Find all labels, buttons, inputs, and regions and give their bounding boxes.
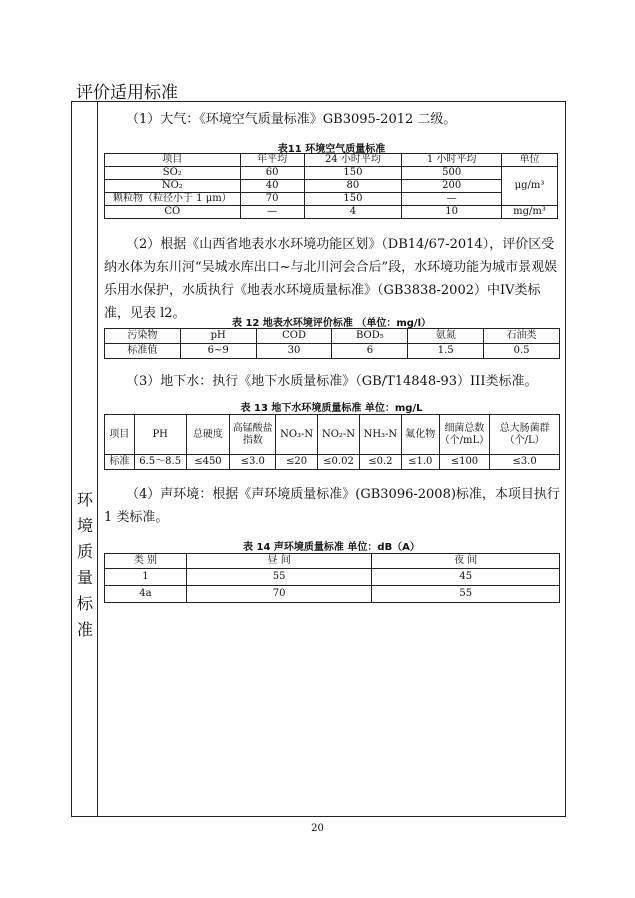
table-header: 24 小时平均 [304, 154, 402, 167]
side-char: 量 [76, 568, 93, 587]
noise-text: （4）声环境：根据《声环境质量标准》(GB3096-2008)标准，本项目执行 1 类标准。 [104, 487, 560, 525]
table11-caption: 表11 环境空气质量标准 [277, 144, 386, 155]
table-cell: 80 [304, 180, 402, 193]
side-char: 环 [76, 490, 93, 509]
table-cell: 45 [372, 569, 560, 586]
page-number: 20 [311, 823, 324, 834]
table-header: 细菌总数（个/mL） [439, 415, 490, 455]
table-cell: 6 [332, 344, 408, 359]
table-header: NO₂-N [318, 415, 360, 455]
unit-cell: μg/m³ [502, 167, 558, 206]
table-cell: 1.5 [408, 344, 484, 359]
table-header: 高锰酸盐指数 [230, 415, 276, 455]
table-cell: 6.5～8.5 [134, 455, 186, 470]
side-char: 境 [76, 516, 93, 535]
table-cell: 55 [372, 586, 560, 603]
table-cell: 标准值 [105, 344, 181, 359]
content-area [98, 102, 565, 816]
table-header: 夜 间 [372, 554, 560, 569]
table14-caption: 表 14 声环境质量标准 单位：dB（A） [243, 542, 420, 553]
table13-caption: 表 13 地下水环境质量标准 单位：mg/L [240, 403, 423, 414]
table-header: pH [180, 329, 256, 344]
table-cell: SO₂ [105, 167, 241, 180]
table-cell: 4a [105, 586, 187, 603]
section-title: 评价适用标准 [76, 83, 178, 103]
table-cell: ≤0.02 [318, 455, 360, 470]
table-cell: ≤0.2 [359, 455, 401, 470]
table-cell: 40 [240, 180, 304, 193]
table-header: 石油类 [484, 329, 560, 344]
unit-cell: mg/m³ [502, 206, 558, 219]
table-cell: 500 [402, 167, 502, 180]
table-cell: 0.5 [484, 344, 560, 359]
table-header: 类 别 [105, 554, 187, 569]
table-header: NO₃-N [276, 415, 318, 455]
table-cell: 70 [186, 586, 372, 603]
table-header: 昼 间 [186, 554, 372, 569]
surface-water-text: （2）根据《山西省地表水水环境功能区划》（DB14/67-2014），评价区受纳水体为东川河“吴城水库出口~与北川河会合后”段，水环境功能为城市景观娱乐用水保护，水质执行《地表水环境质量标准》（GB3838-2002）中IV类标准，见表 l2。 [104, 237, 558, 321]
table-header: 项目 [105, 154, 241, 167]
table-cell: 1 [105, 569, 187, 586]
table-cell: ≤20 [276, 455, 318, 470]
table-header: 年平均 [240, 154, 304, 167]
table-cell: 70 [240, 193, 304, 206]
table-cell: ≤100 [439, 455, 490, 470]
table-header: 氨氮 [408, 329, 484, 344]
table-header: BOD₅ [332, 329, 408, 344]
table-cell: ≤450 [186, 455, 230, 470]
table-cell: 颗粒物（粒径小于 1 μm） [105, 193, 241, 206]
table-header: 1 小时平均 [402, 154, 502, 167]
standards-frame [71, 101, 566, 817]
side-column [72, 102, 98, 816]
surface-water-table [104, 328, 560, 359]
table-cell: 6~9 [180, 344, 256, 359]
table-cell: 30 [256, 344, 332, 359]
table-cell: 150 [304, 167, 402, 180]
side-char: 质 [76, 542, 93, 561]
table-header: 单位 [502, 154, 558, 167]
table-header: 总硬度 [186, 415, 230, 455]
table-header: PH [134, 415, 186, 455]
noise-table [104, 553, 560, 603]
table-cell: 200 [402, 180, 502, 193]
table-cell: — [240, 206, 304, 219]
table-cell: — [402, 193, 502, 206]
table-cell: 150 [304, 193, 402, 206]
groundwater-text: （3）地下水：执行《地下水质量标准》（GB/T14848-93）III类标准。 [126, 374, 538, 389]
table-cell: 4 [304, 206, 402, 219]
side-label [72, 487, 98, 643]
side-char: 标 [76, 594, 93, 613]
table-cell: CO [105, 206, 241, 219]
table-cell: NO₂ [105, 180, 241, 193]
table-cell: 标准 [105, 455, 135, 470]
table-cell: ≤3.0 [490, 455, 560, 470]
air-quality-table [104, 153, 558, 219]
table-header: 污染物 [105, 329, 181, 344]
side-char: 准 [76, 620, 93, 639]
table-header: 氟化物 [401, 415, 439, 455]
table-header: COD [256, 329, 332, 344]
table-header: NH₃-N [359, 415, 401, 455]
table-cell: 60 [240, 167, 304, 180]
table-cell: 10 [402, 206, 502, 219]
table-cell: ≤3.0 [230, 455, 276, 470]
table-header: 项目 [105, 415, 135, 455]
table-cell: ≤1.0 [401, 455, 439, 470]
table-header: 总大肠菌群（个/L） [490, 415, 560, 455]
air-standard-text: （1）大气：《环境空气质量标准》GB3095-2012 二级。 [126, 112, 457, 127]
table-cell: 55 [186, 569, 372, 586]
table12-caption: 表 12 地表水环境评价标准 （单位：mg/l） [231, 318, 432, 329]
groundwater-table [104, 414, 560, 470]
